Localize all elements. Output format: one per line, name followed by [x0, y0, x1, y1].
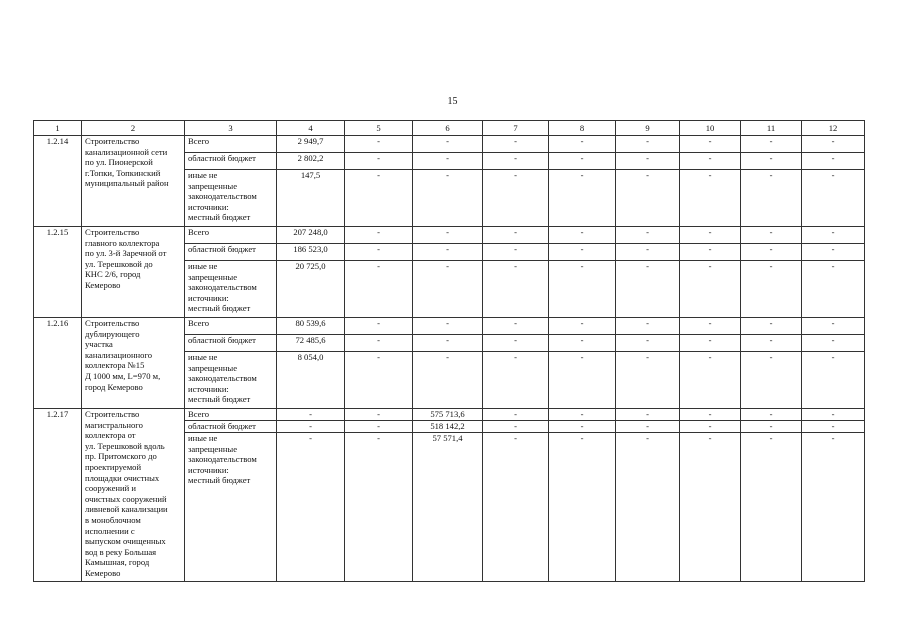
source-label-line: источники: — [188, 464, 229, 475]
value-cell: - — [616, 170, 680, 227]
value-cell: 575 713,6 — [413, 409, 483, 421]
value-cell: - — [549, 409, 616, 421]
project-name-line: город Кемерово — [85, 381, 143, 392]
project-name — [82, 136, 185, 227]
column-header: 10 — [680, 121, 741, 136]
project-name-line: Кемерово — [85, 279, 121, 290]
source-label-line: иные не — [188, 352, 218, 362]
value-cell: - — [413, 227, 483, 244]
value-cell: - — [345, 335, 413, 352]
project-name-line: муниципальный район — [85, 178, 169, 189]
value-cell: - — [549, 261, 616, 318]
value-cell: - — [741, 153, 802, 170]
source-label-line: областной бюджет — [188, 335, 256, 345]
value-cell: - — [549, 153, 616, 170]
value-cell: - — [616, 409, 680, 421]
source-label-line: запрещенные — [188, 180, 238, 191]
source-label-line: источники: — [188, 292, 229, 303]
project-name-line: пр. Притомского до — [85, 451, 157, 462]
value-cell: - — [413, 244, 483, 261]
value-cell: - — [345, 244, 413, 261]
project-name-line: КНС 2/6, город — [85, 269, 141, 280]
value-cell: - — [413, 335, 483, 352]
source-label-other — [185, 170, 277, 227]
project-name-line: в моноблочном — [85, 514, 141, 525]
value-cell: - — [616, 261, 680, 318]
source-label-line: законодательством — [188, 191, 257, 202]
value-cell: - — [680, 433, 741, 582]
value-cell: - — [549, 335, 616, 352]
project-name-line: Строительство — [85, 318, 140, 328]
value-cell: - — [802, 244, 865, 261]
value-cell: - — [802, 136, 865, 153]
value-cell: - — [483, 244, 549, 261]
value-cell: - — [483, 153, 549, 170]
value-cell: - — [549, 136, 616, 153]
source-label-line: местный бюджет — [188, 303, 251, 314]
column-header: 8 — [549, 121, 616, 136]
source-label-regional — [185, 244, 277, 261]
source-label-line: иные не — [188, 433, 218, 443]
value-cell: - — [277, 409, 345, 421]
project-name-line: по ул. 3-й Заречной от — [85, 248, 167, 259]
value-cell: - — [616, 227, 680, 244]
value-cell: - — [741, 352, 802, 409]
column-header: 6 — [413, 121, 483, 136]
value-cell: - — [483, 335, 549, 352]
value-cell: - — [483, 318, 549, 335]
source-label-line: запрещенные — [188, 271, 238, 282]
source-label-line: областной бюджет — [188, 153, 256, 163]
value-cell: - — [483, 136, 549, 153]
value-cell: - — [616, 318, 680, 335]
source-label-regional — [185, 421, 277, 433]
value-cell: - — [741, 244, 802, 261]
source-label-line: Всего — [188, 227, 210, 237]
value-cell: - — [413, 261, 483, 318]
value-cell: 2 949,7 — [277, 136, 345, 153]
value-cell: - — [741, 421, 802, 433]
value-cell: - — [345, 170, 413, 227]
value-cell: - — [802, 421, 865, 433]
value-cell: - — [616, 153, 680, 170]
row-number: 1.2.16 — [34, 318, 82, 409]
project-name — [82, 227, 185, 318]
column-header: 11 — [741, 121, 802, 136]
value-cell: - — [413, 352, 483, 409]
total-row — [34, 318, 865, 335]
project-name-line: г.Топки, Топкинский — [85, 167, 161, 178]
value-cell: - — [413, 318, 483, 335]
value-cell: - — [802, 433, 865, 582]
source-label-line: местный бюджет — [188, 394, 251, 405]
source-label-line: Всего — [188, 136, 210, 146]
project-name-line: вод в реку Большая — [85, 546, 157, 557]
source-label-line: Всего — [188, 318, 210, 328]
value-cell: - — [483, 421, 549, 433]
value-cell: - — [616, 244, 680, 261]
project-name-line: канализационного — [85, 349, 153, 360]
value-cell: - — [741, 136, 802, 153]
value-cell: - — [680, 352, 741, 409]
value-cell: - — [741, 170, 802, 227]
value-cell: - — [549, 352, 616, 409]
value-cell: - — [413, 153, 483, 170]
value-cell: 186 523,0 — [277, 244, 345, 261]
column-header: 4 — [277, 121, 345, 136]
project-name — [82, 318, 185, 409]
value-cell: - — [483, 170, 549, 227]
value-cell: - — [616, 421, 680, 433]
value-cell: - — [802, 335, 865, 352]
source-label-line: иные не — [188, 261, 218, 271]
value-cell: - — [741, 261, 802, 318]
value-cell: - — [802, 153, 865, 170]
value-cell: - — [549, 421, 616, 433]
value-cell: - — [616, 136, 680, 153]
value-cell: - — [680, 227, 741, 244]
source-label-line: законодательством — [188, 282, 257, 293]
value-cell: - — [549, 244, 616, 261]
row-number: 1.2.15 — [34, 227, 82, 318]
value-cell: - — [802, 261, 865, 318]
value-cell: - — [802, 352, 865, 409]
value-cell: - — [680, 136, 741, 153]
value-cell: 518 142,2 — [413, 421, 483, 433]
project-name-line: коллектора №15 — [85, 360, 145, 371]
value-cell: - — [277, 421, 345, 433]
value-cell: 2 802,2 — [277, 153, 345, 170]
project-name-line: ул. Терешковой до — [85, 258, 153, 269]
source-label-line: запрещенные — [188, 443, 238, 454]
source-label-line: запрещенные — [188, 362, 238, 373]
project-name — [82, 409, 185, 582]
value-cell: - — [680, 170, 741, 227]
value-cell: - — [345, 409, 413, 421]
value-cell: - — [802, 170, 865, 227]
source-label-other — [185, 433, 277, 582]
page-number: 15 — [447, 96, 458, 107]
value-cell: - — [802, 227, 865, 244]
value-cell: - — [345, 352, 413, 409]
value-cell: - — [741, 318, 802, 335]
value-cell: - — [549, 433, 616, 582]
project-name-line: проектируемой — [85, 461, 142, 472]
source-label-regional — [185, 335, 277, 352]
value-cell: - — [549, 170, 616, 227]
value-cell: - — [680, 244, 741, 261]
project-name-line: участка — [85, 339, 113, 350]
row-number: 1.2.14 — [34, 136, 82, 227]
value-cell: - — [616, 335, 680, 352]
value-cell: 20 725,0 — [277, 261, 345, 318]
source-label-line: местный бюджет — [188, 475, 251, 486]
value-cell: - — [741, 409, 802, 421]
project-name-line: по ул. Пионерской — [85, 157, 153, 168]
value-cell: - — [483, 352, 549, 409]
column-header: 1 — [34, 121, 82, 136]
table-body — [34, 136, 865, 582]
source-label-line: источники: — [188, 201, 229, 212]
value-cell: 147,5 — [277, 170, 345, 227]
value-cell: - — [413, 136, 483, 153]
column-header: 7 — [483, 121, 549, 136]
value-cell: - — [345, 261, 413, 318]
value-cell: - — [483, 409, 549, 421]
project-name-line: Строительство — [85, 409, 140, 419]
value-cell: - — [680, 421, 741, 433]
project-name-line: коллектора от — [85, 430, 136, 441]
project-name-line: дублирующего — [85, 328, 140, 339]
source-label-total — [185, 136, 277, 153]
source-label-other — [185, 261, 277, 318]
budget-table — [33, 120, 865, 582]
value-cell: - — [741, 227, 802, 244]
column-header: 3 — [185, 121, 277, 136]
value-cell: - — [345, 433, 413, 582]
project-name-line: главного коллектора — [85, 237, 160, 248]
source-label-line: иные не — [188, 170, 218, 180]
source-label-line: местный бюджет — [188, 212, 251, 223]
source-label-line: источники: — [188, 383, 229, 394]
value-cell: - — [277, 433, 345, 582]
project-name-line: Строительство — [85, 227, 140, 237]
total-row — [34, 136, 865, 153]
value-cell: - — [345, 136, 413, 153]
value-cell: - — [483, 227, 549, 244]
total-row — [34, 227, 865, 244]
value-cell: - — [741, 335, 802, 352]
total-row — [34, 409, 865, 421]
value-cell: - — [680, 335, 741, 352]
project-name-line: Строительство — [85, 136, 140, 146]
source-label-line: областной бюджет — [188, 244, 256, 254]
project-name-line: ул. Терешковой вдоль — [85, 440, 165, 451]
value-cell: - — [345, 318, 413, 335]
value-cell: 8 054,0 — [277, 352, 345, 409]
value-cell: - — [345, 227, 413, 244]
value-cell: - — [680, 409, 741, 421]
project-name-line: канализационной сети — [85, 146, 168, 157]
value-cell: - — [741, 433, 802, 582]
value-cell: - — [802, 318, 865, 335]
column-header: 12 — [802, 121, 865, 136]
header-row — [34, 121, 865, 136]
source-label-total — [185, 409, 277, 421]
value-cell: 57 571,4 — [413, 433, 483, 582]
project-name-line: магистрального — [85, 419, 143, 430]
value-cell: - — [616, 352, 680, 409]
source-label-total — [185, 227, 277, 244]
column-header: 5 — [345, 121, 413, 136]
value-cell: - — [483, 261, 549, 318]
column-header: 2 — [82, 121, 185, 136]
source-label-line: законодательством — [188, 454, 257, 465]
project-name-line: Камышная, город — [85, 557, 150, 568]
project-name-line: выпуском очищенных — [85, 536, 166, 547]
value-cell: - — [345, 153, 413, 170]
value-cell: - — [483, 433, 549, 582]
value-cell: - — [680, 261, 741, 318]
value-cell: 207 248,0 — [277, 227, 345, 244]
project-name-line: очистных сооружений — [85, 493, 167, 504]
source-label-line: Всего — [188, 409, 210, 419]
project-name-line: сооружений и — [85, 483, 136, 494]
project-name-line: Д 1000 мм, L=970 м, — [85, 370, 161, 381]
value-cell: - — [413, 170, 483, 227]
project-name-line: площадки очистных — [85, 472, 160, 483]
project-name-line: ливневой канализации — [85, 504, 168, 515]
source-label-regional — [185, 153, 277, 170]
value-cell: - — [549, 318, 616, 335]
source-label-total — [185, 318, 277, 335]
value-cell: 80 539,6 — [277, 318, 345, 335]
project-name-line: исполнении с — [85, 525, 135, 536]
value-cell: - — [680, 318, 741, 335]
source-label-other — [185, 352, 277, 409]
value-cell: - — [680, 153, 741, 170]
column-header: 9 — [616, 121, 680, 136]
source-label-line: областной бюджет — [188, 421, 256, 431]
value-cell: - — [802, 409, 865, 421]
value-cell: 72 485,6 — [277, 335, 345, 352]
project-name-line: Кемерово — [85, 567, 121, 578]
value-cell: - — [616, 433, 680, 582]
source-label-line: законодательством — [188, 373, 257, 384]
value-cell: - — [345, 421, 413, 433]
value-cell: - — [549, 227, 616, 244]
row-number: 1.2.17 — [34, 409, 82, 582]
